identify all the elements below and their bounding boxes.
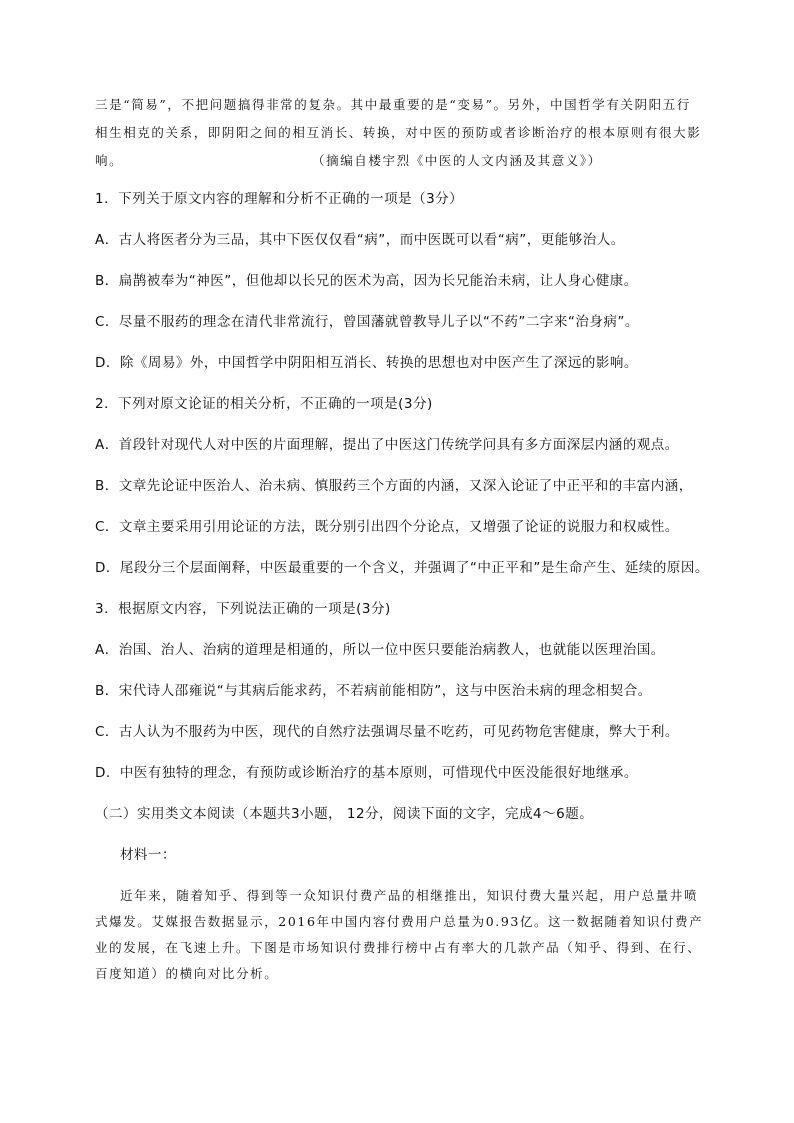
question-2-option-c: C．文章主要采用引用论证的方法，既分别引出四个分论点，又增强了论证的说服力和权威性。 xyxy=(95,519,679,535)
question-2-option-a: A．首段针对现代人对中医的片面理解，提出了中医这门传统学问具有多方面深层内涵的观点。 xyxy=(95,437,679,453)
question-2-stem: 2．下列对原文论证的相关分析，不正确的一项是(3分) xyxy=(95,396,433,412)
question-1-option-d: D．除《周易》外，中国哲学中阴阳相互消长、转换的思想也对中医产生了深远的影响。 xyxy=(95,355,638,371)
question-1-stem: 1．下列关于原文内容的理解和分析不正确的一项是（3分） xyxy=(95,191,464,207)
passage-source: （摘编自楼宇烈《中医的人文内涵及其意义》） xyxy=(312,153,602,168)
passage-tail-line-2: 相生相克的关系，即阴阳之间的相互消长、转换，对中医的预防或者诊断治疗的根本原则有很大影 xyxy=(95,125,702,140)
question-2-option-d: D．尾段分三个层面阐释，中医最重要的一个含义，并强调了“中正平和”是生命产生、延续的原因。 xyxy=(95,560,709,576)
section-heading: （二）实用类文本阅读（本题共3小题， 12分，阅读下面的文字，完成4～6题。 xyxy=(95,806,594,822)
question-3-option-d: D．中医有独特的理念，有预防或诊断治疗的基本原则，可惜现代中医没能很好地继承。 xyxy=(95,765,638,781)
question-3-option-b: B．宋代诗人邵雍说“与其病后能求药，不若病前能相防”，这与中医治未病的理念相契合。 xyxy=(95,683,652,699)
question-3-stem: 3．根据原文内容，下列说法正确的一项是(3分) xyxy=(95,601,391,617)
material-text-line-4: 百度知道）的横向对比分析。 xyxy=(95,966,279,981)
material-text-line-1: 近年来，随着知乎、得到等一众知识付费产品的相继推出，知识付费大量兴起，用户总量井喷 xyxy=(120,888,699,903)
question-3-option-a: A．治国、治人、治病的道理是相通的，所以一位中医只要能治病教人，也就能以医理治国。 xyxy=(95,642,665,658)
question-1-option-c: C．尽量不服药的理念在清代非常流行，曾国藩就曾教导儿子以“不药”二字来“治身病”。 xyxy=(95,314,639,330)
question-3-option-c: C．古人认为不服药为中医，现代的自然疗法强调尽量不吃药，可见药物危害健康，弊大于利。 xyxy=(95,724,679,740)
passage-tail-line-1: 三是“简易”，不把问题搞得非常的复杂。其中最重要的是“变易”。另外，中国哲学有关阴阳五行 xyxy=(95,97,691,112)
question-1-option-b: B．扁鹊被奉为“神医”，但他却以长兄的医术为高，因为长兄能治未病，让人身心健康。 xyxy=(95,273,638,289)
passage-tail-line-3: 响。 xyxy=(95,153,124,168)
material-label: 材料一： xyxy=(120,847,176,863)
question-2-option-b: B．文章先论证中医治人、治未病、慎服药三个方面的内涵，又深入论证了中正平和的丰富内涵， xyxy=(95,478,693,494)
question-1-option-a: A．古人将医者分为三品，其中下医仅仅看“病”，而中医既可以看“病”，更能够治人。 xyxy=(95,232,625,248)
material-text-line-2: 式爆发。艾媒报告数据显示，2016年中国内容付费用户总量为0.93亿。这一数据随着知识付费产 xyxy=(95,914,704,929)
material-text-line-3: 业的发展，在飞速上升。下图是市场知识付费排行榜中占有率大的几款产品（知乎、得到、在行、 xyxy=(95,940,702,955)
